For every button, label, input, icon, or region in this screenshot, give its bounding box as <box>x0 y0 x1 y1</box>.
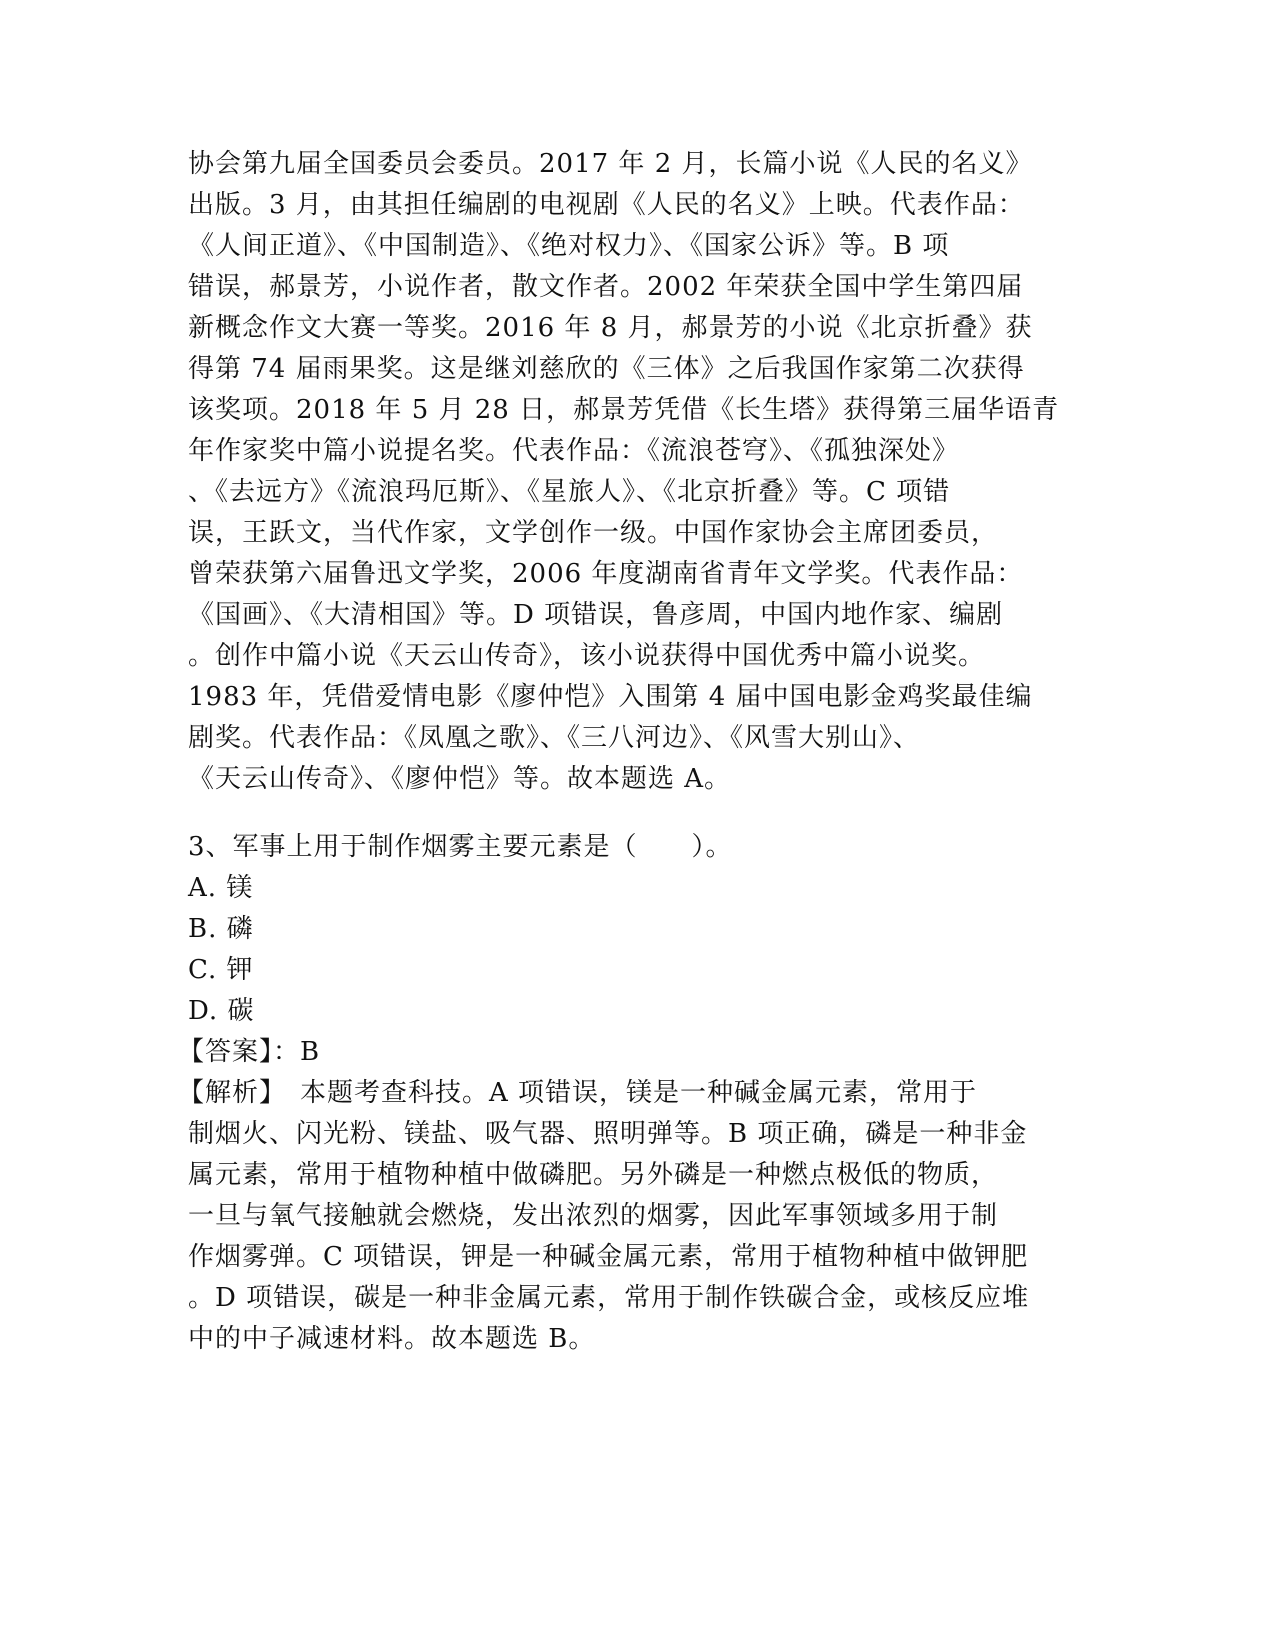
option-d: D. 碳 <box>188 996 255 1026</box>
explanation-line: 曾荣获第六届鲁迅文学奖，2006 年度湖南省青年文学奖。代表作品： <box>188 559 1024 589</box>
explanation-line: 协会第九届全国委员会委员。2017 年 2 月，长篇小说《人民的名义》 <box>188 149 1033 179</box>
analysis-line: 【解析】 本题考查科技。A 项错误，镁是一种碱金属元素，常用于 <box>178 1078 978 1108</box>
analysis-line: 制烟火、闪光粉、镁盐、吸气器、照明弹等。B 项正确，磷是一种非金 <box>188 1119 1028 1149</box>
analysis-line: 属元素，常用于植物种植中做磷肥。另外磷是一种燃点极低的物质， <box>188 1160 999 1190</box>
option-b: B. 磷 <box>188 914 254 944</box>
explanation-line: 《天云山传奇》、《廖仲恺》等。故本题选 A。 <box>188 764 732 794</box>
question-block <box>178 826 1048 1366</box>
explanation-line: 年作家奖中篇小说提名奖。代表作品：《流浪苍穹》、《孤独深处》 <box>188 436 960 466</box>
explanation-line: 错误，郝景芳，小说作者，散文作者。2002 年荣获全国中学生第四届 <box>188 272 1024 302</box>
analysis-line: 一旦与氧气接触就会燃烧，发出浓烈的烟雾，因此军事领域多用于制 <box>188 1201 999 1231</box>
question-stem: 3、军事上用于制作烟雾主要元素是（ ）。 <box>188 832 733 862</box>
analysis-line: 中的中子减速材料。故本题选 B。 <box>188 1324 596 1354</box>
explanation-line: 《国画》、《大清相国》等。D 项错误，鲁彦周，中国内地作家、编剧 <box>188 600 1004 630</box>
explanation-line: 新概念作文大赛一等奖。2016 年 8 月，郝景芳的小说《北京折叠》获 <box>188 313 1033 343</box>
explanation-line: 误，王跃文，当代作家，文学创作一级。中国作家协会主席团委员， <box>188 518 999 548</box>
option-c: C. 钾 <box>188 955 254 985</box>
option-a: A. 镁 <box>188 873 254 903</box>
explanation-line: 《人间正道》、《中国制造》、《绝对权力》、《国家公诉》等。B 项 <box>188 231 950 261</box>
explanation-line: 得第 74 届雨果奖。这是继刘慈欣的《三体》之后我国作家第二次获得 <box>188 354 1025 384</box>
explanation-line: 该奖项。2018 年 5 月 28 日，郝景芳凭借《长生塔》获得第三届华语青 <box>188 395 1060 425</box>
previous-explanation <box>188 143 1060 815</box>
explanation-line: 出版。3 月，由其担任编剧的电视剧《人民的名义》上映。代表作品： <box>188 190 1025 220</box>
explanation-line: 剧奖。代表作品：《凤凰之歌》、《三八河边》、《风雪大别山》、 <box>188 723 921 753</box>
analysis-line: 。D 项错误，碳是一种非金属元素，常用于制作铁碳合金，或核反应堆 <box>188 1283 1030 1313</box>
explanation-line: 。创作中篇小说《天云山传奇》，该小说获得中国优秀中篇小说奖。 <box>188 641 986 671</box>
explanation-line: 、《去远方》《流浪玛厄斯》、《星旅人》、《北京折叠》等。C 项错 <box>188 477 951 507</box>
explanation-line: 1983 年，凭借爱情电影《廖仲恺》入围第 4 届中国电影金鸡奖最佳编 <box>188 682 1033 712</box>
analysis-line: 作烟雾弹。C 项错误，钾是一种碱金属元素，常用于植物种植中做钾肥 <box>188 1242 1029 1272</box>
answer-label: 【答案】：B <box>178 1037 321 1067</box>
